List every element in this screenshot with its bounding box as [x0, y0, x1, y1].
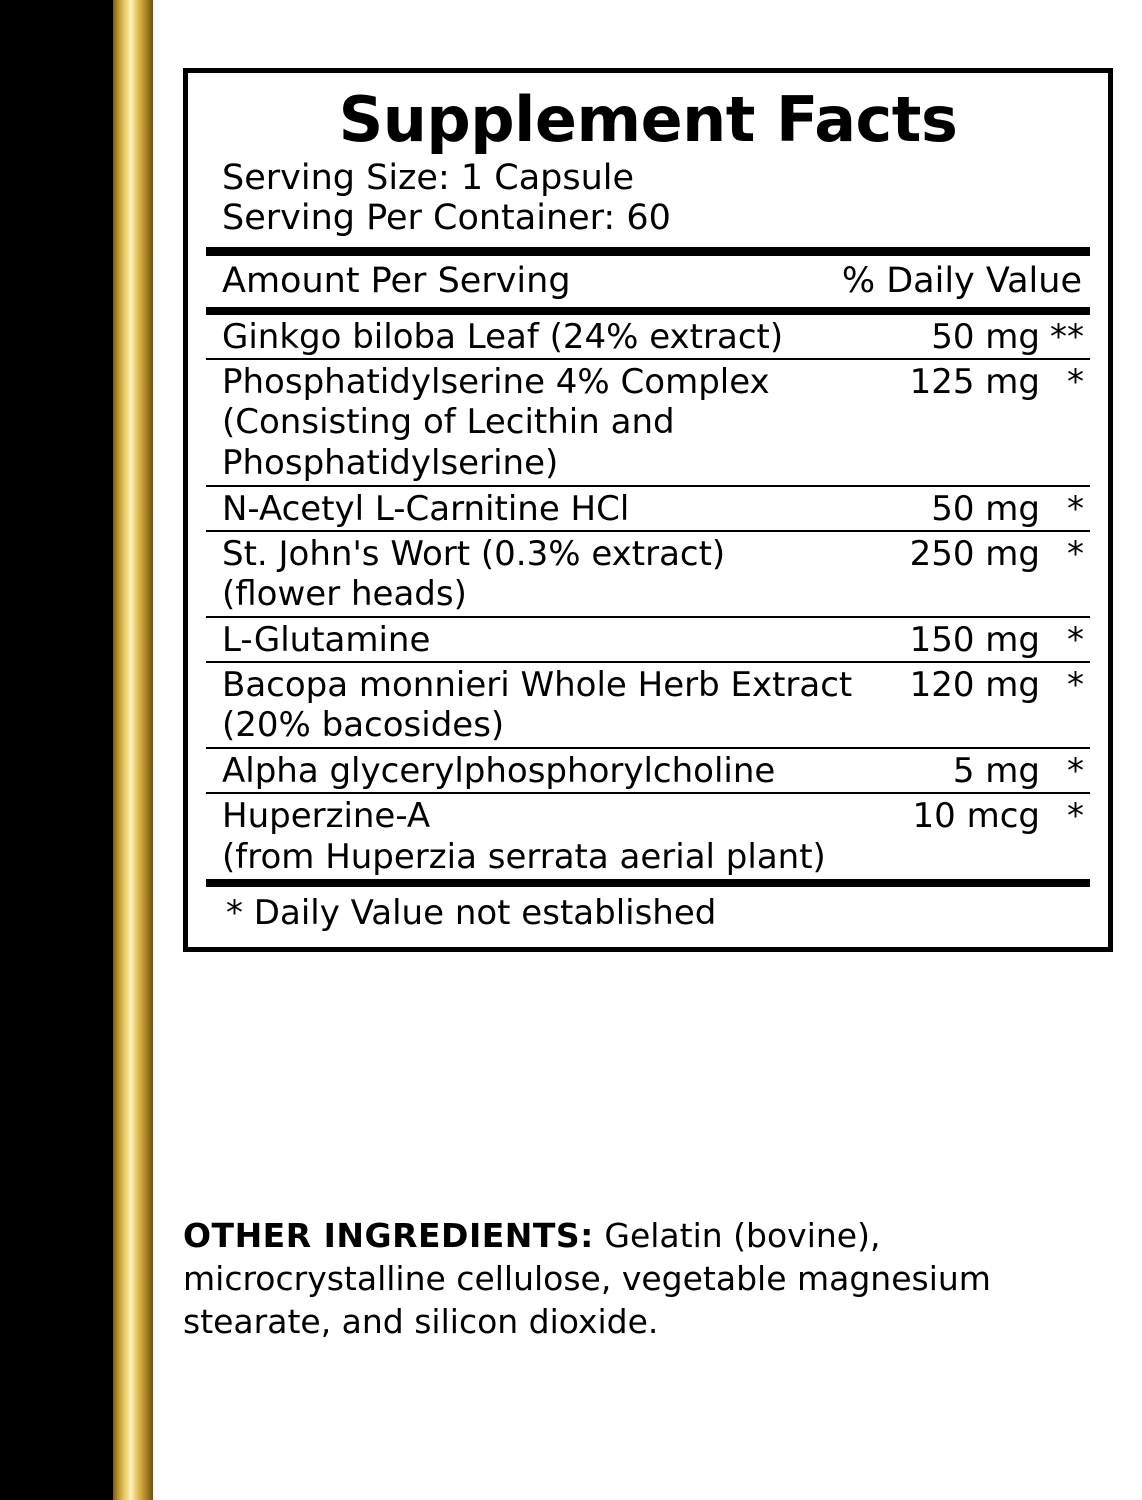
- ingredient-amount: 50 mg: [931, 316, 1040, 357]
- table-row: [206, 360, 1090, 403]
- page-title: Supplement Facts: [338, 83, 958, 156]
- other-ingredients-text: Gelatin (bovine), microcrystalline cellulose, vegetable magnesium stearate, and silicon dioxide.: [183, 1216, 991, 1341]
- ingredient-daily-value: *: [1067, 620, 1084, 661]
- ingredient-daily-value: *: [1067, 665, 1084, 706]
- supplement-facts-panel: [183, 68, 1113, 952]
- table-row: [206, 749, 1090, 792]
- serving-size-text: Serving Size: 1 Capsule: [222, 158, 635, 199]
- daily-value-header: % Daily Value: [841, 260, 1082, 301]
- ingredient-subtext: (flower heads): [222, 574, 467, 615]
- table-row: [206, 618, 1090, 661]
- ingredient-subtext: (from Huperzia serrata aerial plant): [222, 836, 826, 877]
- table-row: [206, 532, 1090, 575]
- ingredient-name: N-Acetyl L-Carnitine HCl: [222, 488, 630, 529]
- table-row: [206, 794, 1090, 837]
- ingredient-list: [206, 315, 1090, 879]
- divider-thick-header: [206, 307, 1090, 315]
- ingredient-subtext: (Consisting of Lecithin and: [222, 401, 675, 442]
- other-ingredients-label: OTHER INGREDIENTS:: [183, 1216, 594, 1255]
- left-black-bar: [0, 0, 113, 1500]
- ingredient-name: Ginkgo biloba Leaf (24% extract): [222, 316, 784, 357]
- divider-thick-top: [206, 247, 1090, 256]
- ingredient-subtext: Phosphatidylserine): [222, 442, 559, 483]
- amount-per-serving-header: Amount Per Serving: [222, 260, 571, 301]
- ingredient-amount: 150 mg: [909, 620, 1040, 661]
- ingredient-name: Huperzine-A: [222, 796, 431, 837]
- ingredient-amount: 50 mg: [931, 488, 1040, 529]
- table-row: [206, 315, 1090, 358]
- ingredient-daily-value: *: [1067, 361, 1084, 402]
- ingredient-amount: 125 mg: [909, 361, 1040, 402]
- ingredient-daily-value: *: [1067, 533, 1084, 574]
- servings-per-container-text: Serving Per Container: 60: [222, 198, 671, 239]
- ingredient-daily-value: **: [1050, 316, 1084, 357]
- ingredient-daily-value: *: [1067, 488, 1084, 529]
- ingredient-amount: 120 mg: [909, 665, 1040, 706]
- ingredient-subtext: (20% bacosides): [222, 705, 505, 746]
- ingredient-daily-value: *: [1067, 751, 1084, 792]
- ingredient-amount: 10 mcg: [912, 796, 1040, 837]
- ingredient-amount: 250 mg: [909, 533, 1040, 574]
- ingredient-name: Bacopa monnieri Whole Herb Extract: [222, 665, 853, 706]
- table-header-row: [206, 256, 1090, 307]
- daily-value-footnote: * Daily Value not established: [226, 892, 717, 933]
- table-row: [206, 487, 1090, 530]
- left-gold-accent-bar: [113, 0, 153, 1500]
- ingredient-name: L-Glutamine: [222, 620, 431, 661]
- ingredient-daily-value: *: [1067, 796, 1084, 837]
- ingredient-amount: 5 mg: [952, 751, 1040, 792]
- other-ingredients-block: [183, 1215, 1128, 1344]
- divider-thick-bottom: [206, 879, 1090, 887]
- ingredient-name: Alpha glycerylphosphorylcholine: [222, 751, 776, 792]
- ingredient-name: St. John's Wort (0.3% extract): [222, 533, 726, 574]
- table-row: [206, 663, 1090, 706]
- ingredient-name: Phosphatidylserine 4% Complex: [222, 361, 770, 402]
